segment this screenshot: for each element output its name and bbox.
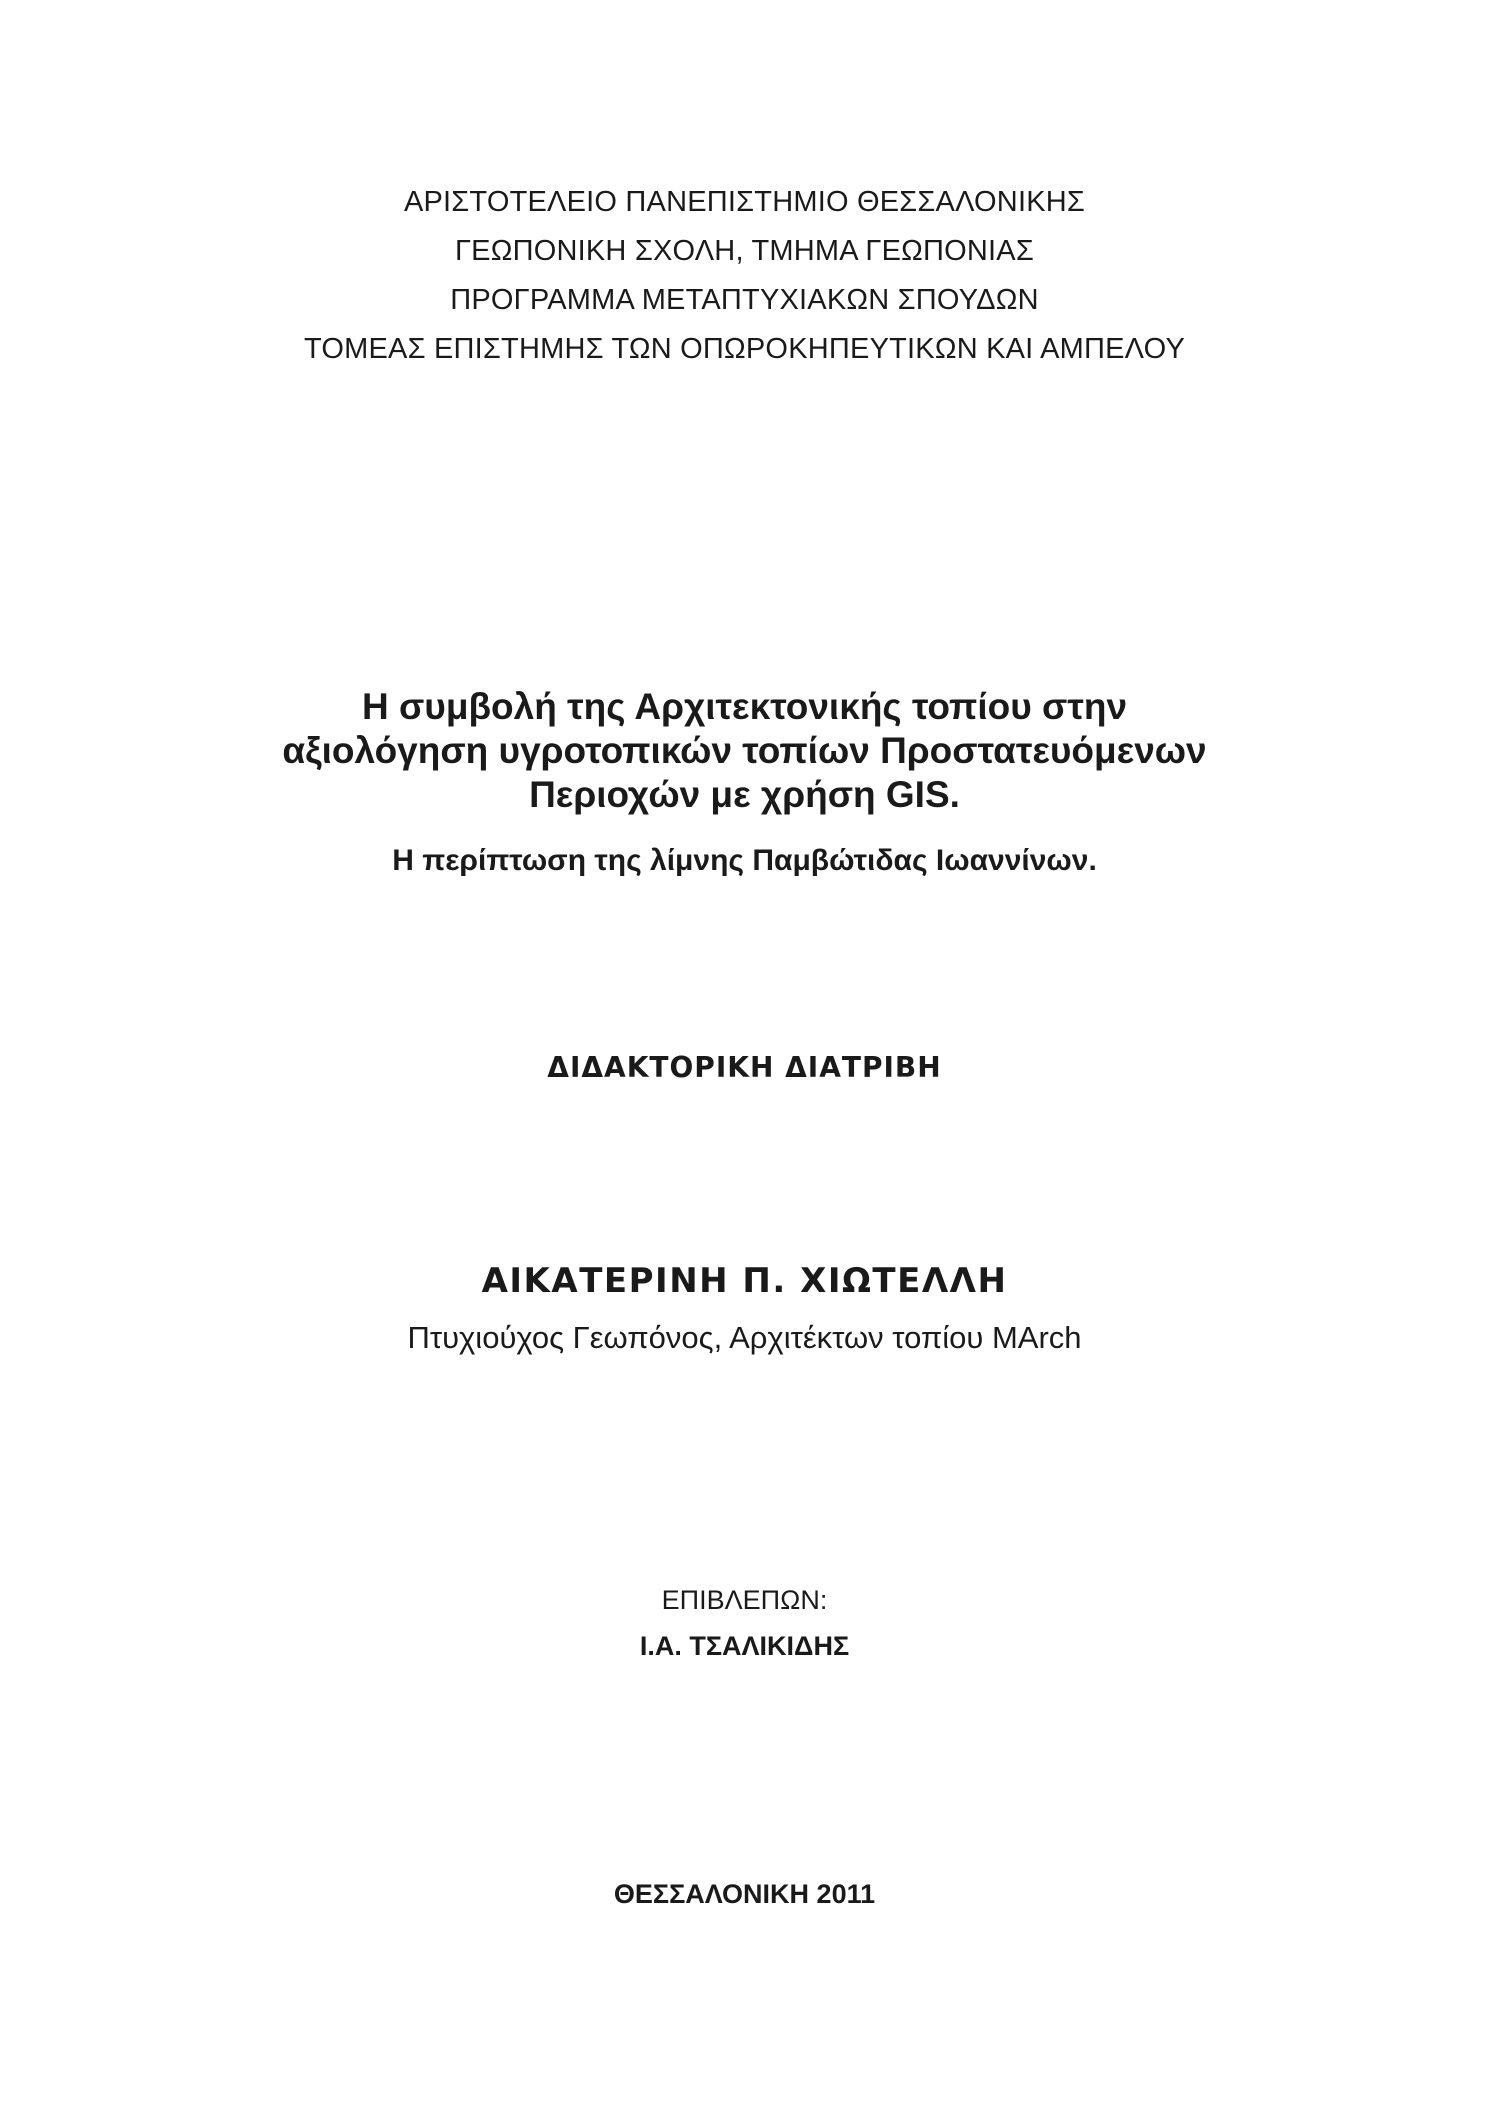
supervisor-name: Ι.Α. ΤΣΑΛΙΚΙΔΗΣ [639,1631,850,1661]
title-line-2: αξιολόγηση υγροτοπικών τοπίων Προστατευόμενων [282,730,1207,771]
school-department: ΓΕΩΠΟΝΙΚΗ ΣΧΟΛΗ, ΤΜΗΜΑ ΓΕΩΠΟΝΙΑΣ [455,235,1034,267]
author-name: ΑΙΚΑΤΕΡΙΝΗ Π. ΧΙΩΤΕΛΛΗ [481,1261,1008,1301]
university-name: ΑΡΙΣΤΟΤΕΛΕΙΟ ΠΑΝΕΠΙΣΤΗΜΙΟ ΘΕΣΣΑΛΟΝΙΚΗΣ [403,186,1086,218]
graduate-program: ΠΡΟΓΡΑΜΜΑ ΜΕΤΑΠΤΥΧΙΑΚΩΝ ΣΠΟΥΔΩΝ [450,284,1039,316]
title-line-1: Η συμβολή της Αρχιτεκτονικής τοπίου στην [361,686,1128,727]
thesis-title [0,685,1489,817]
place-year: ΘΕΣΣΑΛΟΝΙΚΗ 2011 [613,1879,876,1909]
division-name: ΤΟΜΕΑΣ ΕΠΙΣΤΗΜΗΣ ΤΩΝ ΟΠΩΡΟΚΗΠΕΥΤΙΚΩΝ ΚΑΙ ΑΜΠΕΛΟΥ [303,333,1186,365]
institution-header [0,178,1489,374]
title-line-3: Περιοχών με χρήση GIS. [529,774,960,815]
thesis-subtitle: Η περίπτωση της λίμνης Παμβώτιδας Ιωαννίνων. [392,844,1097,877]
author-credentials: Πτυχιούχος Γεωπόνος, Αρχιτέκτων τοπίου MArch [407,1320,1082,1355]
supervisor-label: ΕΠΙΒΛΕΠΩΝ: [661,1585,828,1615]
thesis-type: ΔΙΔΑΚΤΟΡΙΚΗ ΔΙΑΤΡΙΒΗ [547,1051,942,1084]
